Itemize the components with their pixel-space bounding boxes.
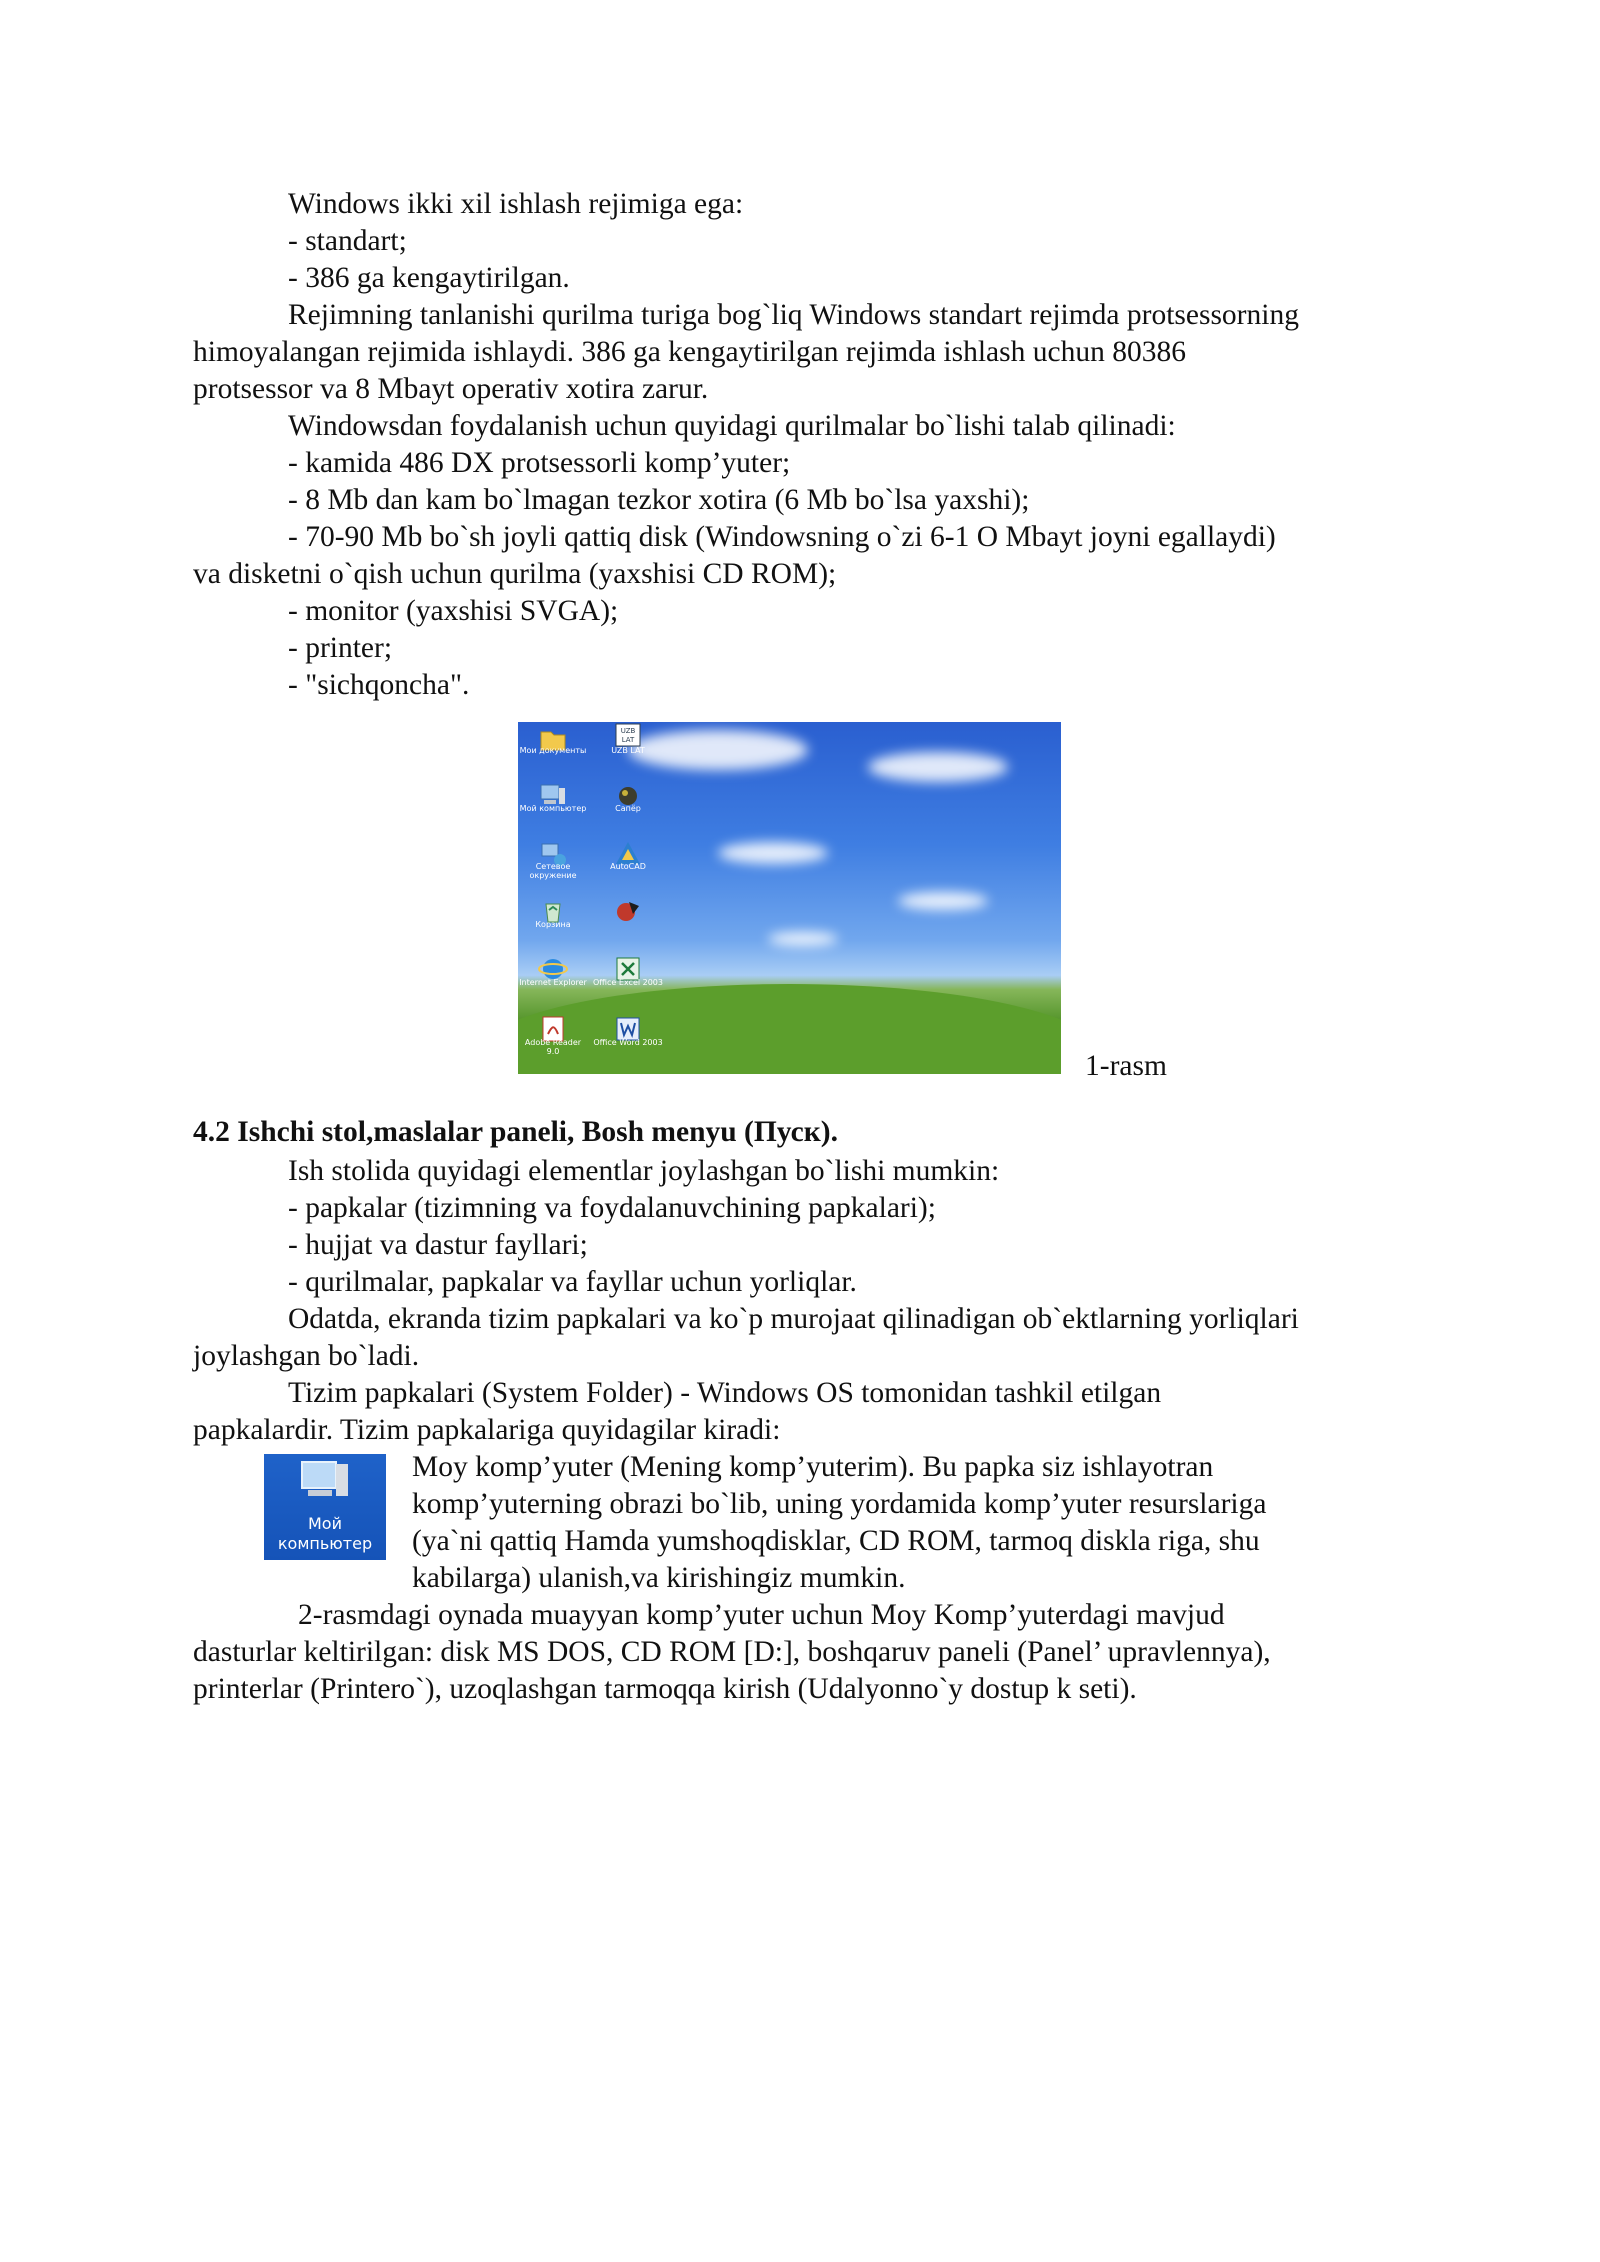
list-item: - papkalar (tizimning va foydalanuvchining papkalari);	[288, 1192, 936, 1224]
desktop-icon-label: AutoCAD	[610, 862, 646, 871]
green-hill	[518, 984, 1061, 1074]
cloud	[898, 892, 988, 910]
text-line: Ish stolida quyidagi elementlar joylashgan bo`lishi mumkin:	[288, 1155, 1000, 1187]
text-line: Moy komp’yuter (Mening komp’yuterim). Bu papka siz ishlayotran	[412, 1451, 1214, 1483]
text-line: va disketni o`qish uchun qurilma (yaxshisi CD ROM);	[193, 558, 837, 590]
svg-text:LAT: LAT	[621, 736, 635, 744]
desktop-icon-label: Мои документы	[519, 746, 587, 755]
text-line: dasturlar keltirilgan: disk MS DOS, CD ROM [D:], boshqaruv paneli (Panel’ upravlennya),	[193, 1636, 1271, 1668]
list-item: - 70-90 Mb bo`sh joyli qattiq disk (Windowsning o`zi 6-1 O Mbayt joyni egallaydi)	[288, 521, 1276, 553]
text-line: Windowsdan foydalanish uchun quyidagi qurilmalar bo`lishi talab qilinadi:	[288, 410, 1176, 442]
desktop-icon-label: Корзина	[535, 920, 571, 929]
list-item: - 386 ga kengaytirilgan.	[288, 262, 570, 294]
text-line: himoyalangan rejimida ishlaydi. 386 ga kengaytirilgan rejimda ishlash uchun 80386	[193, 336, 1186, 368]
my-computer-paragraph	[193, 1449, 1393, 1597]
text-line: Odatda, ekranda tizim papkalari va ko`p murojaat qilinadigan ob`ektlarning yorliqlari	[288, 1303, 1299, 1335]
desktop-icon-label: Мой компьютер	[519, 804, 587, 813]
text-line: (ya`ni qattiq Hamda yumshoqdisklar, CD ROM, tarmoq diskla riga, shu	[412, 1525, 1260, 1557]
document-body	[193, 186, 1393, 1708]
desktop-icon-label: Internet Explorer	[519, 978, 587, 987]
cloud	[768, 932, 838, 946]
list-item: - printer;	[288, 632, 393, 664]
text-line: 2-rasmdagi oynada muayyan komp’yuter uchun Moy Komp’yuterdagi mavjud	[298, 1599, 1225, 1631]
list-item: - kamida 486 DX protsessorli komp’yuter;	[288, 447, 791, 479]
icon-label: Мой компьютер	[277, 1514, 373, 1553]
list-item: - standart;	[288, 225, 407, 257]
computer-icon	[264, 1454, 386, 1514]
desktop-icon-label: Adobe Reader 9.0	[524, 1038, 582, 1056]
text-line: printerlar (Printero`), uzoqlashgan tarmoqqa kirish (Udalyonno`y dostup k seti).	[193, 1673, 1137, 1705]
list-item: - qurilmalar, papkalar va fayllar uchun yorliqlar.	[288, 1266, 857, 1298]
desktop-icon-label: Сапёр	[615, 804, 641, 813]
text-line: Rejimning tanlanishi qurilma turiga bog`liq Windows standart rejimda protsessorning	[288, 299, 1299, 331]
desktop-icon-label: Office Word 2003	[593, 1038, 663, 1047]
text-line: Windows ikki xil ishlash rejimiga ega:	[288, 188, 744, 220]
list-item: - "sichqoncha".	[288, 669, 470, 701]
figure-1	[193, 710, 1393, 1110]
text-line: kabilarga) ulanish,va kirishingiz mumkin.	[412, 1562, 906, 1594]
list-item: - monitor (yaxshisi SVGA);	[288, 595, 619, 627]
cloud	[868, 752, 1008, 782]
windows-desktop-screenshot	[518, 722, 1061, 1074]
section-heading: 4.2 Ishchi stol,maslalar paneli, Bosh menyu (Пуск).	[193, 1116, 838, 1148]
text-line: joylashgan bo`ladi.	[193, 1340, 420, 1372]
desktop-icon-label: UZB LAT	[611, 746, 645, 755]
text-line: Tizim papkalari (System Folder) - Windows OS tomonidan tashkil etilgan	[288, 1377, 1162, 1409]
desktop-icon-label: Сетевое окружение	[529, 862, 577, 880]
list-item: - 8 Mb dan kam bo`lmagan tezkor xotira (6 Mb bo`lsa yaxshi);	[288, 484, 1030, 516]
cloud	[718, 842, 828, 864]
text-line: papkalardir. Tizim papkalariga quyidagilar kiradi:	[193, 1414, 781, 1446]
text-line: protsessor va 8 Mbayt operativ xotira zarur.	[193, 373, 709, 405]
my-computer-icon	[264, 1454, 386, 1560]
svg-text:UZB: UZB	[620, 727, 636, 735]
figure-caption: 1-rasm	[1085, 1050, 1167, 1082]
list-item: - hujjat va dastur fayllari;	[288, 1229, 588, 1261]
desktop-icon-label: Office Excel 2003	[593, 978, 663, 987]
media-app-icon	[613, 896, 643, 926]
text-line: komp’yuterning obrazi bo`lib, uning yordamida komp’yuter resurslariga	[412, 1488, 1267, 1520]
